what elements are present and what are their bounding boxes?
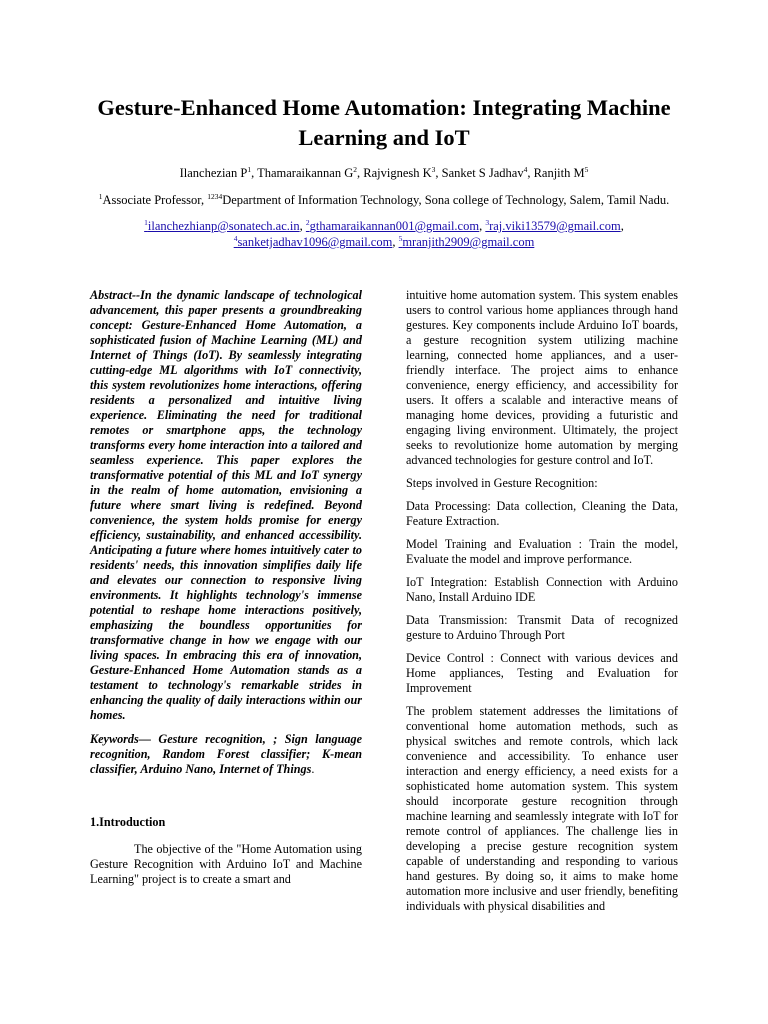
intro-paragraph: The objective of the "Home Automation using Gesture Recognition with Arduino IoT and Machine Learning" project is to create a smart and — [90, 842, 362, 886]
author-sup: 1 — [247, 164, 252, 174]
email-sup: 4 — [233, 233, 238, 243]
intro-continuation: intuitive home automation system. This system enables users to control various home appliances through hand gestures. Key components include Arduino IoT boards, a gesture recognition system utilizing machine learning, connected home appliances, and a user-friendly interface. The project aims to enhance convenience, energy efficiency, and accessibility for users. It offers a scalable and interactive means of managing home devices, providing a futuristic and engaging living environment. Ultimately, the project seeks to revolutionize home automation by merging advanced technologies for gesture control and IoT. — [406, 288, 678, 467]
step-item: Device Control : Connect with various devices and Home appliances, Testing and Evaluation for Improvement — [406, 651, 678, 695]
email-sup: 2 — [305, 217, 310, 227]
author-sup: 5 — [584, 164, 589, 174]
author-name: Sanket S Jadhav — [441, 166, 524, 180]
author-name: Thamaraikannan G — [257, 166, 354, 180]
email-address: sanketjadhav1096@gmail.com — [237, 235, 393, 249]
keywords-tail: . — [311, 762, 315, 776]
steps-heading: Steps involved in Gesture Recognition: — [406, 476, 598, 490]
author-name: Rajvignesh K — [363, 166, 432, 180]
email-address: gthamaraikannan001@gmail.com — [309, 219, 480, 233]
email-list: $^1$ilanchezhianp@sonatech.ac.in, $^2$gthamaraikannan001@gmail.com, $^3$raj.viki13579@gmail.com, $^4$sanketjadhav1096@gmail.com, $^5$mranjith2909@gmail.com — [144, 217, 624, 249]
email-link[interactable] — [144, 219, 299, 233]
abstract: Abstract--In the dynamic landscape of technological advancement, this paper presents a groundbreaking concept: Gesture-Enhanced Home Automation, a sophisticated fusion of Machine Learning (ML) and Internet of Things (IoT). By seamlessly integrating cutting-edge ML algorithms with IoT connectivity, this system revolutionizes home interactions, offering residents a personalized and intuitive living experience. Eliminating the need for traditional remotes or smartphone apps, the technology transforms every home interaction into a tailored and seamless experience. This paper explores the transformative potential of this ML and IoT synergy in the realm of home automation, envisioning a future where smart living is redefined. Beyond convenience, the system holds promise for energy efficiency, sustainability, and enhanced accessibility. Anticipating a future where homes intuitively cater to residents' needs, this innovation simplifies daily life and elevates our connection to responsive living environments. It highlights technology's immense potential to reshape home interactions positively, emphasizing the boundless opportunities for transformative change in how we engage with our living spaces. In embracing this era of innovation, Gesture-Enhanced Home Automation stands as a testament to technology's remarkable strides in enhancing the quality of daily interactions within our homes. — [90, 288, 362, 722]
email-address: raj.viki13579@gmail.com — [489, 219, 621, 233]
step-item: Data Processing: Data collection, Cleaning the Data, Feature Extraction. — [406, 499, 678, 528]
email-address: ilanchezhianp@sonatech.ac.in — [147, 219, 300, 233]
right-column — [406, 288, 678, 922]
section-heading-introduction: 1.Introduction — [90, 815, 166, 829]
step-item: Model Training and Evaluation : Train the model, Evaluate the model and improve performance. — [406, 537, 678, 566]
paper-title: Gesture-Enhanced Home Automation: Integrating Machine Learning and IoT — [97, 95, 671, 150]
affiliation — [40, 193, 728, 208]
email-link[interactable] — [399, 235, 535, 249]
author-name: Ranjith M — [533, 166, 585, 180]
author-sup: 4 — [523, 164, 528, 174]
keywords-text: Keywords— Gesture recognition, ; Sign language recognition, Random Forest classifier; K-mean classifier, Arduino Nano, Internet of Things — [90, 732, 362, 776]
affiliation-department: Department of Information Technology, Sona college of Technology, Salem, Tamil Nadu. — [222, 193, 670, 207]
affiliation-role: Associate Professor, — [102, 193, 208, 207]
email-link[interactable] — [306, 219, 479, 233]
left-column — [90, 288, 362, 895]
author-sup: 2 — [353, 164, 357, 174]
email-sup: 5 — [398, 233, 403, 243]
email-address: mranjith2909@gmail.com — [402, 235, 535, 249]
email-link[interactable] — [234, 235, 393, 249]
author-sup: 3 — [431, 164, 436, 174]
affiliation-sup: 1234 — [207, 191, 223, 201]
problem-statement: The problem statement addresses the limitations of conventional home automation methods, such as physical switches and remote controls, which lack convenience and accessibility. To enhance user interaction and energy efficiency, a need exists for a sophisticated home automation system. This system should incorporate gesture recognition through machine learning and seamlessly integrate with IoT for remote control of appliances. The challenge lies in developing a precise gesture recognition system capable of understanding and responding to various hand gestures. By doing so, it aims to make home automation more inclusive and user friendly, benefiting individuals with physical disabilities and — [406, 704, 678, 913]
keywords — [90, 732, 362, 777]
email-link[interactable] — [485, 219, 620, 233]
author-name: Ilanchezian P — [179, 166, 248, 180]
affiliation-sup: 1 — [98, 191, 103, 201]
email-sup: 3 — [485, 217, 490, 227]
step-item: Data Transmission: Transmit Data of recognized gesture to Arduino Through Port — [406, 613, 678, 642]
email-sup: 1 — [144, 217, 148, 227]
author-list: Ilanchezian $P^1$, Thamaraikannan $G^2$, Rajvignesh $K^3$, Sanket S Jadhav$^4$, Ranjith $M^5$ — [179, 164, 589, 180]
step-item: IoT Integration: Establish Connection with Arduino Nano, Install Arduino IDE — [406, 575, 678, 604]
